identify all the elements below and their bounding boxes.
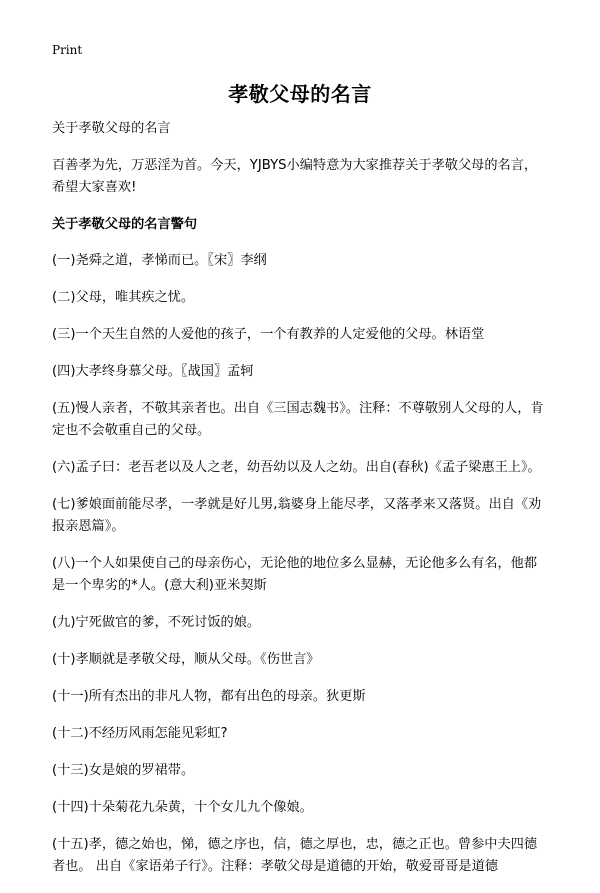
page-title: 孝敬父母的名言 — [228, 82, 372, 106]
article-body — [52, 118, 548, 893]
quote-item: (五)慢人亲者，不敬其亲者也。出自《三国志魏书》。注释：不尊敬别人父母的人，肯定也不会敬重自己的父母。 — [52, 401, 544, 438]
quote-item: (六)孟子曰：老吾老以及人之老，幼吾幼以及人之幼。出自(春秋)《孟子梁惠王上》。 — [52, 460, 541, 475]
quote-item: (二)父母，唯其疾之忧。 — [52, 290, 195, 305]
intro-paragraph: 百善孝为先，万恶淫为首。今天，YJBYS小编特意为大家推荐关于孝敬父母的名言，希望大家喜欢! — [52, 158, 538, 195]
quote-item: (八)一个人如果使自己的母亲伤心，无论他的地位多么显赫，无论他多么有名，他都是一个卑劣的*人。(意大利)亚米契斯 — [52, 556, 538, 593]
section-heading: 关于孝敬父母的名言警句 — [52, 217, 198, 232]
quote-item: (一)尧舜之道，孝悌而已。〖宋〗李纲 — [52, 253, 267, 268]
quote-item: (十)孝顺就是孝敬父母，顺从父母。《伤世言》 — [52, 652, 320, 667]
quote-item: (十二)不经历风雨怎能见彩虹? — [52, 726, 228, 741]
quote-item: (十四)十朵菊花九朵黄，十个女儿九个像娘。 — [52, 800, 313, 815]
print-link[interactable]: Print — [52, 43, 83, 57]
quote-item: (十一)所有杰出的非凡人物，都有出色的母亲。狄更斯 — [52, 689, 366, 704]
quote-item: (三)一个天生自然的人爱他的孩子，一个有教养的人定爱他的父母。林语堂 — [52, 327, 485, 342]
quote-item: (十五)孝，德之始也，悌，德之序也，信，德之厚也，忠，德之正也。曾参中夫四德者也。 出自《家语弟子行》。注释：孝敬父母是道德的开始，敬爱哥哥是道德 — [52, 837, 538, 874]
quote-item: (四)大孝终身慕父母。〖战国〗孟轲 — [52, 364, 254, 379]
quote-item: (七)爹娘面前能尽孝，一孝就是好儿男,翁婆身上能尽孝，又落孝来又落贤。出自《劝报亲恩篇》。 — [52, 497, 542, 534]
quote-item: (九)宁死做官的爹，不死讨饭的娘。 — [52, 615, 261, 630]
quote-item: (十三)女是娘的罗裙带。 — [52, 763, 195, 778]
article-subtitle: 关于孝敬父母的名言 — [52, 121, 171, 136]
